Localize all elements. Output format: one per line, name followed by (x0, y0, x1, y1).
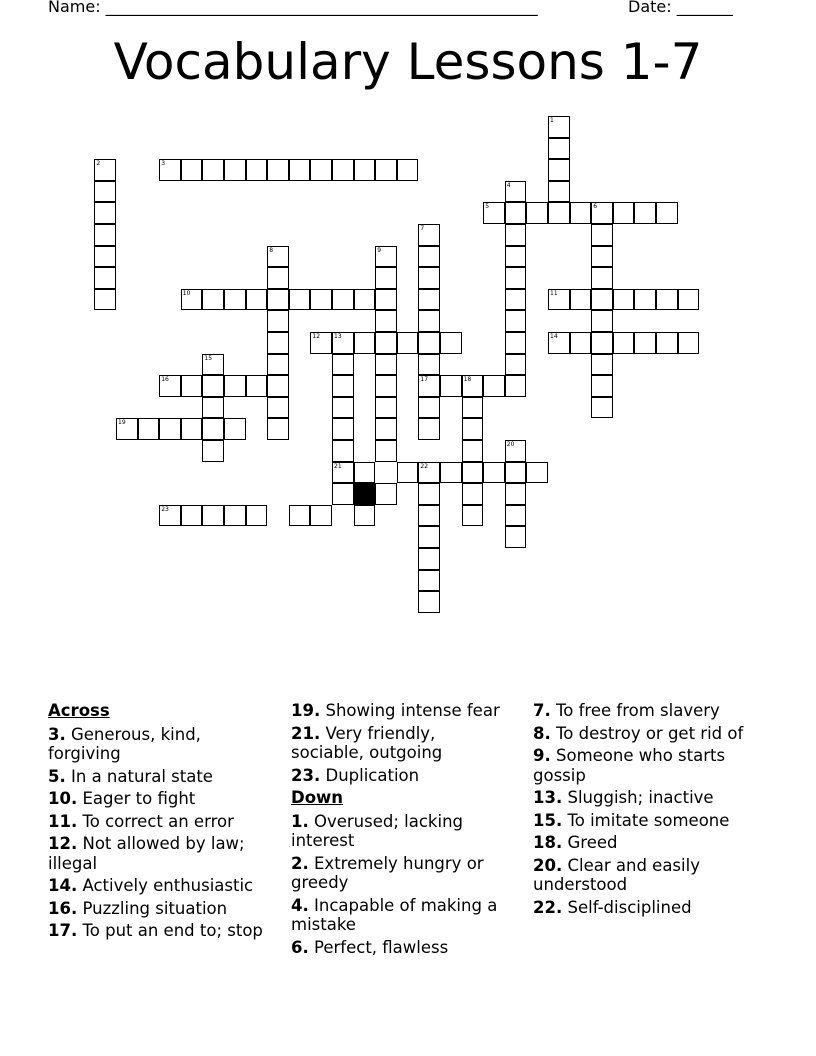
crossword-cell (310, 159, 332, 181)
crossword-cell (418, 418, 440, 440)
crossword-cell (267, 354, 289, 376)
clue-number: 14 (550, 333, 558, 340)
crossword-block-cell (354, 483, 376, 505)
crossword-cell (375, 310, 397, 332)
clue-down-13: 13. Sluggish; inactive (533, 788, 714, 807)
crossword-cell (354, 289, 376, 311)
crossword-cell (202, 397, 224, 419)
crossword-cell (418, 591, 440, 613)
crossword-cell (375, 246, 397, 268)
clue-down-7: 7. To free from slavery (533, 701, 720, 720)
crossword-cell (591, 289, 613, 311)
crossword-cell (591, 224, 613, 246)
crossword-cell (267, 246, 289, 268)
crossword-cell (289, 289, 311, 311)
crossword-cell (591, 397, 613, 419)
crossword-cell (505, 526, 527, 548)
crossword-cell (332, 354, 354, 376)
clue-number: 13 (334, 333, 342, 340)
crossword-cell (462, 462, 484, 484)
clue-number: 19 (118, 419, 126, 427)
crossword-cell (634, 202, 656, 224)
crossword-cell (505, 332, 527, 354)
crossword-cell (418, 310, 440, 332)
crossword-cell (462, 418, 484, 440)
clue-down-15: 15. To imitate someone (533, 810, 730, 830)
crossword-cell (505, 267, 527, 289)
crossword-cell (267, 267, 289, 289)
crossword-cell (418, 483, 440, 505)
crossword-cell (181, 159, 203, 181)
crossword-cell (159, 375, 181, 397)
page-title: Vocabulary Lessons 1-7 (113, 33, 703, 91)
crossword-cell (548, 181, 570, 203)
crossword-cell (332, 440, 354, 462)
crossword-cell (591, 375, 613, 397)
clues-column-2 (291, 701, 513, 960)
crossword-cell (591, 354, 613, 376)
crossword-cell (418, 375, 440, 397)
crossword-cell (483, 202, 505, 224)
crossword-cell (613, 289, 635, 311)
crossword-cell (505, 483, 527, 505)
crossword-cell (159, 505, 181, 527)
crossword-cell (418, 267, 440, 289)
crossword-cell (613, 332, 635, 354)
crossword-cell (375, 397, 397, 419)
across-heading: Across (48, 701, 110, 720)
clue-across-3: 3. Generous, kind, forgiving (48, 724, 201, 763)
clue-number: 21 (334, 462, 342, 470)
crossword-cell (570, 332, 592, 354)
crossword-cell (224, 159, 246, 181)
crossword-cell (310, 332, 332, 354)
crossword-cell (462, 375, 484, 397)
clue-number: 11 (550, 289, 558, 297)
crossword-cell (246, 505, 268, 527)
crossword-cell (354, 332, 376, 354)
crossword-cell (570, 289, 592, 311)
crossword-cell (159, 418, 181, 440)
clues-column-1 (48, 701, 270, 944)
crossword-cell (656, 332, 678, 354)
crossword-cell (375, 440, 397, 462)
crossword-cell (289, 505, 311, 527)
crossword-cell (94, 159, 116, 181)
crossword-cell (656, 202, 678, 224)
crossword-cell (202, 159, 224, 181)
crossword-cell (418, 462, 440, 484)
crossword-cell (440, 375, 462, 397)
crossword-cell (591, 332, 613, 354)
clue-number: 4 (506, 181, 511, 189)
crossword-cell (483, 375, 505, 397)
crossword-cell (418, 505, 440, 527)
crossword-cell (202, 289, 224, 311)
crossword-cell (505, 246, 527, 268)
crossword-cell (224, 418, 246, 440)
crossword-cell (354, 462, 376, 484)
crossword-cell (418, 246, 440, 268)
clue-down-9: 9. Someone who starts gossip (533, 746, 726, 785)
crossword-cell (181, 418, 203, 440)
crossword-cell (94, 289, 116, 311)
crossword-cell (332, 289, 354, 311)
clue-number: 6 (593, 203, 598, 211)
crossword-cell (267, 397, 289, 419)
crossword-cell (267, 418, 289, 440)
crossword-cell (570, 202, 592, 224)
crossword-cell (418, 526, 440, 548)
crossword-cell (94, 224, 116, 246)
crossword-cell (375, 418, 397, 440)
crossword-cell (505, 440, 527, 462)
crossword-cell (246, 289, 268, 311)
crossword-cell (354, 505, 376, 527)
clue-number: 10 (182, 289, 191, 297)
crossword-cell (267, 159, 289, 181)
crossword-cell (418, 289, 440, 311)
crossword-cell (202, 418, 224, 440)
clue-number: 2 (96, 160, 101, 168)
crossword-cell (181, 289, 203, 311)
crossword-cell (548, 138, 570, 160)
crossword-cell (116, 418, 138, 440)
clue-down-20: 20. Clear and easily understood (533, 855, 700, 894)
clue-across-5: 5. In a natural state (48, 766, 213, 786)
crossword-cell (267, 310, 289, 332)
crossword-cell (354, 159, 376, 181)
name-field-label: Name: ______________________________________________________ (48, 0, 538, 16)
crossword-cell (224, 375, 246, 397)
clue-across-16: 16. Puzzling situation (48, 898, 228, 918)
clue-number: 12 (312, 333, 321, 340)
clue-down-1: 1. Overused; lacking interest (291, 811, 464, 850)
crossword-cell (332, 375, 354, 397)
crossword-cell (418, 354, 440, 376)
crossword-cell (526, 202, 548, 224)
crossword-cell (548, 202, 570, 224)
clue-across-21: 21. Very friendly, sociable, outgoing (291, 723, 443, 762)
clue-number: 5 (485, 203, 490, 211)
clue-across-23: 23. Duplication (291, 765, 420, 785)
crossword-cell (397, 462, 419, 484)
crossword-cell (202, 354, 224, 376)
crossword-cell (678, 289, 700, 311)
clue-number: 18 (463, 376, 472, 384)
crossword-cell (591, 310, 613, 332)
crossword-cell (418, 397, 440, 419)
crossword-cell (202, 375, 224, 397)
crossword-cell (375, 375, 397, 397)
clue-across-10: 10. Eager to fight (48, 789, 196, 808)
crossword-cell (289, 159, 311, 181)
crossword-cell (246, 159, 268, 181)
crossword-cell (159, 159, 181, 181)
clue-down-4: 4. Incapable of making a mistake (291, 895, 498, 934)
clues-column-3 (533, 701, 755, 920)
clue-number: 8 (269, 246, 274, 254)
clue-down-18: 18. Greed (533, 833, 618, 852)
crossword-cell (332, 159, 354, 181)
crossword-cell (505, 375, 527, 397)
crossword-cell (397, 159, 419, 181)
clue-number: 17 (420, 376, 429, 384)
crossword-cell (634, 332, 656, 354)
crossword-cell (181, 375, 203, 397)
clue-number: 16 (161, 376, 169, 384)
crossword-cell (94, 246, 116, 268)
crossword-cell (591, 246, 613, 268)
crossword-cell (267, 332, 289, 354)
crossword-cell (462, 397, 484, 419)
clue-number: 23 (161, 505, 169, 513)
clue-number: 15 (204, 354, 213, 362)
crossword-cell (224, 505, 246, 527)
crossword-cell (332, 418, 354, 440)
crossword-cell (418, 570, 440, 592)
date-field-label: Date: _______ (628, 0, 733, 16)
crossword-cell (375, 332, 397, 354)
crossword-cell (440, 332, 462, 354)
crossword-cell (332, 397, 354, 419)
crossword-cell (94, 202, 116, 224)
crossword-cell (548, 116, 570, 138)
crossword-cell (462, 505, 484, 527)
crossword-cell (94, 267, 116, 289)
crossword-cell (440, 462, 462, 484)
crossword-cell (678, 332, 700, 354)
crossword-cell (591, 202, 613, 224)
clue-down-6: 6. Perfect, flawless (291, 937, 449, 957)
clue-down-22: 22. Self-disciplined (533, 897, 692, 917)
crossword-cell (375, 267, 397, 289)
clue-across-17: 17. To put an end to; stop (48, 921, 263, 940)
clue-number: 22 (420, 462, 429, 470)
crossword-cell (548, 332, 570, 354)
clue-number: 7 (420, 225, 425, 232)
crossword-cell (224, 289, 246, 311)
crossword-cell (418, 548, 440, 570)
crossword-cell (548, 289, 570, 311)
crossword-cell (505, 224, 527, 246)
crossword-cell (505, 462, 527, 484)
crossword-cell (332, 332, 354, 354)
crossword-cell (656, 289, 678, 311)
crossword-cell (505, 354, 527, 376)
crossword-cell (94, 181, 116, 203)
crossword-cell (375, 289, 397, 311)
clue-across-12: 12. Not allowed by law; illegal (48, 834, 245, 873)
crossword-cell (332, 483, 354, 505)
clue-number: 20 (506, 441, 515, 448)
crossword-cell (591, 267, 613, 289)
crossword-cell (483, 462, 505, 484)
crossword-cell (505, 310, 527, 332)
crossword-cell (375, 354, 397, 376)
crossword-cell (462, 483, 484, 505)
clue-down-2: 2. Extremely hungry or greedy (291, 853, 484, 892)
crossword-cell (202, 440, 224, 462)
clue-number: 9 (377, 246, 382, 254)
crossword-cell (332, 462, 354, 484)
clue-across-11: 11. To correct an error (48, 811, 234, 831)
crossword-cell (462, 440, 484, 462)
crossword-cell (548, 159, 570, 181)
crossword-cell (267, 289, 289, 311)
crossword-cell (397, 332, 419, 354)
crossword-cell (418, 224, 440, 246)
crossword-cell (634, 289, 656, 311)
crossword-cell (375, 159, 397, 181)
crossword-cell (310, 289, 332, 311)
clue-number: 1 (550, 117, 554, 124)
clue-down-8: 8. To destroy or get rid of (533, 723, 744, 743)
crossword-cell (505, 505, 527, 527)
clue-number: 3 (161, 160, 166, 168)
crossword-cell (246, 375, 268, 397)
crossword-cell (202, 505, 224, 527)
crossword-cell (505, 289, 527, 311)
down-heading: Down (291, 788, 344, 807)
crossword-cell (613, 202, 635, 224)
crossword-cell (505, 202, 527, 224)
crossword-cell (310, 505, 332, 527)
crossword-cell (418, 332, 440, 354)
crossword-cell (181, 505, 203, 527)
crossword-cell (138, 418, 160, 440)
clue-across-14: 14. Actively enthusiastic (48, 876, 254, 895)
crossword-cell (526, 462, 548, 484)
crossword-cell (267, 375, 289, 397)
crossword-cell (375, 483, 397, 505)
crossword-cell (505, 181, 527, 203)
clue-across-19: 19. Showing intense fear (291, 701, 500, 720)
